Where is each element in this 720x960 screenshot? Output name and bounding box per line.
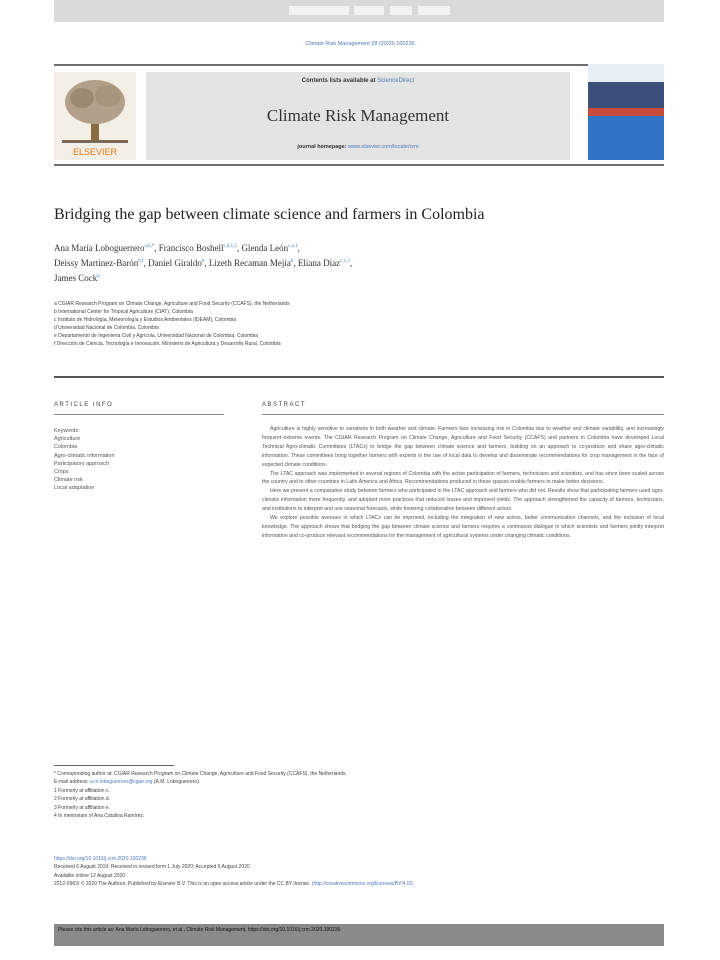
elsevier-logo <box>54 72 136 160</box>
toolbar-blur-3 <box>390 6 412 15</box>
toolbar-blur-2 <box>354 6 384 15</box>
footnotes <box>54 770 654 820</box>
footnote-item: 3 Formerly at affiliation e. <box>54 804 111 811</box>
footnote-item: 1 Formerly at affiliation c. <box>54 787 110 794</box>
affiliation-item: a CGIAR Research Program on Climate Change, Agriculture and Food Security (CCAFS), the Netherlands <box>54 301 290 307</box>
viewer-toolbar <box>54 0 664 22</box>
abstract-body <box>262 425 664 743</box>
journal-title: Climate Risk Management <box>266 106 450 125</box>
header-top-rule <box>54 64 664 66</box>
homepage-link[interactable]: www.elsevier.com/locate/crm <box>348 144 419 150</box>
keywords-list <box>54 427 224 493</box>
toolbar-blur-4 <box>418 6 450 15</box>
affiliation-item: f Dirección de Ciencia, Tecnología e Innovación, Ministerio de Agricultura y Desarrollo Rural, Colombia <box>54 341 281 347</box>
publisher-name: ELSEVIER <box>72 147 118 157</box>
email-link[interactable]: a.m.loboguerrero@cgiar.org <box>90 779 153 786</box>
keyword-item: Local adaptation <box>54 485 95 492</box>
affiliation-item: d Universidad Nacional de Colombia, Colombia <box>54 325 159 331</box>
header-bottom-rule <box>54 164 664 166</box>
license-note: 2212-0963/ © 2020 The Authors. Published by Elsevier B.V. This is an open access article under the CC BY license. (http://creativecommons.org/licenses/BY/4.0/). <box>54 881 415 888</box>
abstract-heading: ABSTRACT <box>262 402 307 408</box>
affiliation-item: c Instituto de Hidrología, Meteorología y Estudios Ambientales (IDEAM), Colombia <box>54 317 237 323</box>
contents-available: Contents lists available at ScienceDirect <box>301 78 415 84</box>
corresponding-author-note: * Corresponding author at: CGIAR Research Program on Climate Change, Agriculture and Food Security (CCAFS), the Netherlands. <box>54 771 347 777</box>
abstract-paragraph: Here we present a comparative study between farmers who participated in the LTAC approach and farmers who did not. Results show that participating farmers used agro-climatic information more frequently, and adopted more practices that reduced losses and improved yields. The approach strengthened the capacity of farmers, technicians, and institutions to interpret and use seasonal forecasts, while fostering collaboration between different actors. <box>262 488 664 513</box>
keyword-item: Crops <box>54 469 69 476</box>
journal-homepage: journal homepage: www.elsevier.com/locate/crm <box>297 144 419 150</box>
article-info-rule <box>54 414 224 415</box>
license-link[interactable]: (http://creativecommons.org/licenses/BY/4.0/). <box>311 881 415 888</box>
publication-info <box>54 855 654 889</box>
affiliation-item: b International Center for Tropical Agriculture (CIAT), Colombia <box>54 309 193 315</box>
toolbar-blur-1 <box>289 6 349 15</box>
sciencedirect-link[interactable]: ScienceDirect <box>377 78 415 84</box>
article-info-heading: ARTICLE INFO <box>54 402 114 408</box>
section-divider <box>54 376 664 378</box>
footnote-item: 4 In memoriam of Ana Catalina Ramírez. <box>54 813 145 820</box>
author-list: Ana María Loboguerrero$^{a,b,*}$, Francisco Boshell$^{c,d,1,2}$, Glenda León$^{c,e,1}$, Deissy Martínez-Barón$^{b,f}$, Daniel Giraldo$^b$, Lizeth Recaman Mejía$^b$, Eliana Díaz$^{c,1,3}$, James Cock$^b$ <box>54 243 353 283</box>
affiliation-item: e Departamento de Ingeniería Civil y Agrícola, Universidad Nacional de Colombia, Colombia <box>54 333 258 339</box>
keyword-item: Agro-climatic information <box>54 452 115 459</box>
journal-cover-image <box>588 64 664 160</box>
author-name[interactable]: Ana María Loboguerrero <box>54 243 145 253</box>
keyword-item: Participatory approach <box>54 460 110 467</box>
footnote-rule <box>54 765 174 766</box>
journal-citation-link[interactable]: Climate Risk Management 28 (2020) 100236 <box>305 41 415 47</box>
available-online: Available online 12 August 2020 <box>54 872 126 879</box>
keyword-item: Climate risk <box>54 477 83 484</box>
keyword-item: Agriculture <box>54 436 81 443</box>
abstract-paragraph: The LTAC approach was implemented in several regions of Colombia with the active participation of farmers, technicians and scientists, and has since been scaled across the country and to other countries in Latin America and Africa. Recommendations produced in these spaces enable farmers to make better decisions. <box>262 470 664 486</box>
article-title: Bridging the gap between climate science and farmers in Colombia <box>54 206 485 223</box>
doi-link[interactable]: https://doi.org/10.1016/j.crm.2020.100236 <box>54 856 147 862</box>
journal-header <box>146 72 570 160</box>
received-dates: Received 6 August 2019; Received in revised form 1 July 2020; Accepted 6 August 2020 <box>54 864 250 871</box>
citation-banner <box>54 924 664 946</box>
citation-text: Please cite this article as: Ana María Loboguerrero, et al., Climate Risk Management, https://doi.org/10.1016/j.crm.2020.100236 <box>58 927 341 933</box>
abstract-paragraph: We explore possible avenues in which LTACs can be improved, including the integration of new actors, better communication channels, and the inclusion of local knowledge. The approach shows that bridging the gap between climate science and farmers requires a continuous dialogue in which scientists and farmers jointly interpret information and co-produce relevant recommendations for the management of agricultural systems under changing climatic conditions. <box>262 515 664 539</box>
email-note: E-mail address: a.m.loboguerrero@cgiar.org (A.M. Loboguerrero). <box>54 779 201 786</box>
author-name[interactable]: Deissy Martínez-Barón <box>54 258 139 268</box>
keyword-item: Colombia <box>54 444 78 451</box>
abstract-paragraph: Agriculture is highly sensitive to variations in both weather and climate. Farmers face increasing risk in Colombia due to weather and climate variability, and increasingly frequent extreme events. The CGIAR Research Program on Climate Change, Agriculture and Food Security (CCAFS) and partners in Colombia have developed Local Technical Agro-climatic Committees (LTACs) to bridge the gap between climate science and farmers, building on an approach to co-produce and share agro-climatic information. These committees bring together farmers with experts in the use of local data to develop and disseminate recommendations for crop management in the face of expected climate conditions. <box>262 426 664 468</box>
affiliations <box>54 300 654 348</box>
author-name[interactable]: James Cock <box>54 273 98 283</box>
abstract-rule <box>262 414 664 415</box>
keywords-label: Keywords: <box>54 428 80 434</box>
footnote-item: 2 Formerly at affiliation d. <box>54 796 111 803</box>
